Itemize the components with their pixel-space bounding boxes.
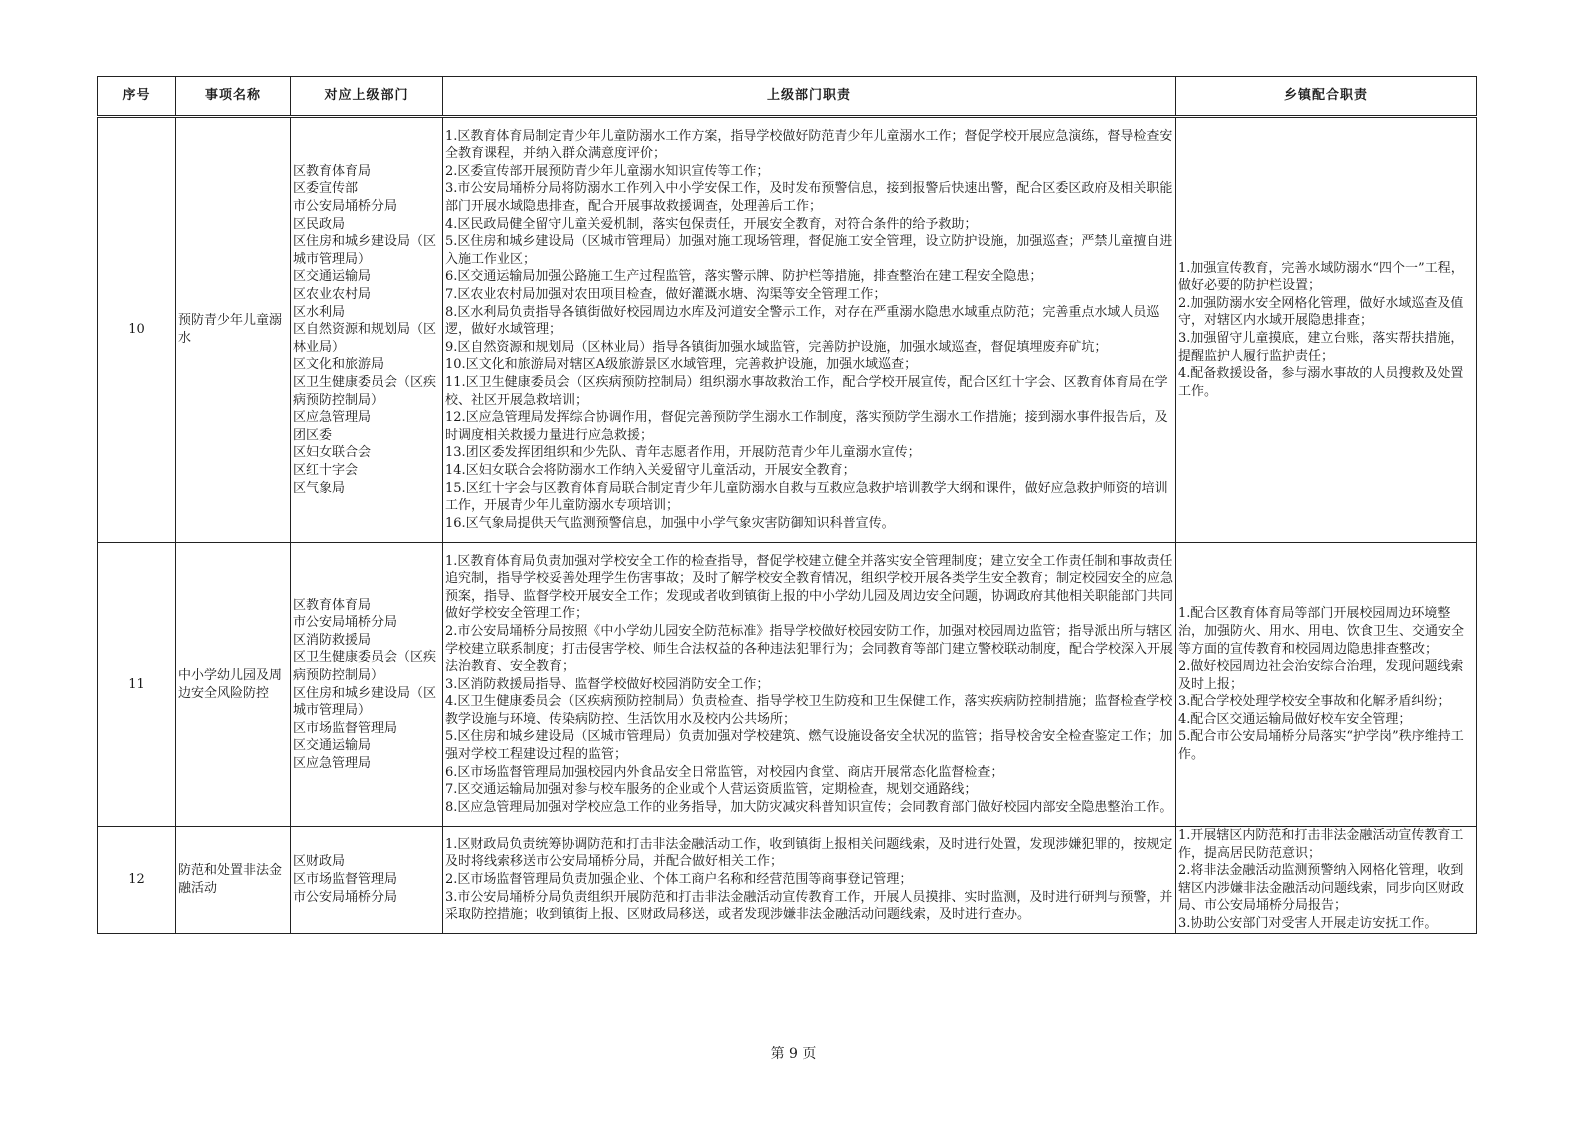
header-serial: 序号: [98, 77, 176, 117]
dept-item: 市公安局埇桥分局: [293, 615, 398, 631]
row-item-name: 预防青少年儿童溺水: [176, 117, 291, 543]
row-serial: 12: [98, 827, 176, 934]
duty-item: 11.区卫生健康委员会（区疾病预防控制局）组织溺水事故救治工作，配合学校开展宣传，配合区红十字会、区教育体育局在学校、社区开展急救培训；: [445, 374, 1168, 408]
duty-item: 4.区卫生健康委员会（区疾病预防控制局）负责检查、指导学校卫生防疫和卫生保健工作，落实疾病防控制措施；监督检查学校教学设施与环境、传染病防控、生活饮用水及校内公共场所；: [445, 694, 1173, 727]
row-superior-depts: [291, 543, 443, 827]
table-row: [98, 827, 1477, 934]
row-item-name: 中小学幼儿园及周边安全风险防控: [176, 543, 291, 827]
duty-item: 16.区气象局提供天气监测预警信息，加强中小学气象灾害防御知识科普宣传。: [445, 515, 895, 531]
dept-item: 区民政局: [293, 216, 346, 232]
dept-item: 区妇女联合会: [293, 445, 372, 461]
row-serial: 10: [98, 117, 176, 543]
responsibility-table: [97, 76, 1477, 934]
table-header-row: [98, 77, 1477, 117]
dept-item: 区市场监督管理局: [293, 720, 398, 736]
dept-item: 区卫生健康委员会（区疾病预防控制局）: [293, 650, 437, 683]
row-superior-duties: [443, 543, 1176, 827]
town-duty-item: 1.开展辖区内防范和打击非法金融活动宣传教育工作，提高居民防范意识；: [1178, 828, 1464, 861]
table-row: [98, 543, 1477, 827]
table-row: [98, 117, 1477, 543]
duty-item: 6.区交通运输局加强公路施工生产过程监管，落实警示牌、防护栏等措施，排查整治在建工程安全隐患；: [445, 269, 1043, 285]
header-superior-dept: 对应上级部门: [291, 77, 443, 117]
dept-item: 区应急管理局: [293, 410, 372, 426]
header-town-duties: 乡镇配合职责: [1176, 77, 1477, 117]
dept-item: 区水利局: [293, 304, 346, 320]
duty-item: 7.区交通运输局加强对参与校车服务的企业或个人营运资质监管，定期检查，规划交通路线；: [445, 782, 978, 798]
dept-item: 区住房和城乡建设局（区城市管理局）: [293, 234, 437, 267]
dept-item: 区教育体育局: [293, 163, 372, 179]
duty-item: 3.市公安局埇桥分局负责组织开展防范和打击非法金融活动宣传教育工作，开展人员摸排、实时监测，及时进行研判与预警，并采取防控措施；收到镇街上报、区财政局移送，或者发现涉嫌非法金融活动问题线索，及时进行查办。: [445, 889, 1173, 923]
duty-item: 1.区教育体育局制定青少年儿童防溺水工作方案，指导学校做好防范青少年儿童溺水工作；督促学校开展应急演练，督导检查安全教育课程，并纳入群众满意度评价；: [445, 128, 1173, 162]
town-duty-item: 2.做好校园周边社会治安综合治理，发现问题线索及时上报；: [1178, 659, 1464, 692]
dept-item: 市公安局埇桥分局: [293, 889, 398, 905]
town-duty-item: 3.加强留守儿童摸底，建立台账，落实帮扶措施，提醒监护人履行监护责任；: [1178, 331, 1464, 364]
duty-item: 4.区民政局健全留守儿童关爱机制，落实包保责任，开展安全教育，对符合条件的给予救助；: [445, 216, 978, 232]
duty-item: 10.区文化和旅游局对辖区A级旅游景区水域管理，完善救护设施，加强水域巡查；: [445, 357, 918, 373]
dept-item: 区气象局: [293, 480, 346, 496]
dept-item: 区红十字会: [293, 462, 359, 478]
row-superior-depts: [291, 827, 443, 934]
dept-item: 区卫生健康委员会（区疾病预防控制局）: [293, 374, 437, 408]
dept-item: 区教育体育局: [293, 597, 372, 613]
row-superior-duties: [443, 117, 1176, 543]
duty-item: 3.区消防救援局指导、监督学校做好校园消防安全工作；: [445, 676, 770, 692]
town-duty-item: 4.配备救援设备，参与溺水事故的人员搜救及处置工作。: [1178, 366, 1464, 399]
duty-item: 7.区农业农村局加强对农田项目检查，做好灌溉水塘、沟渠等安全管理工作；: [445, 287, 887, 303]
dept-item: 区文化和旅游局: [293, 357, 385, 373]
town-duty-item: 1.配合区教育体育局等部门开展校园周边环境整治，加强防火、用水、用电、饮食卫生、交通安全等方面的宣传教育和校园周边隐患排查整改；: [1178, 606, 1465, 657]
duty-item: 14.区妇女联合会将防溺水工作纳入关爱留守儿童活动，开展安全教育；: [445, 462, 856, 478]
town-duty-item: 4.配合区交通运输局做好校车安全管理；: [1178, 711, 1412, 727]
dept-item: 市公安局埇桥分局: [293, 199, 398, 215]
duty-item: 1.区财政局负责统筹协调防范和打击非法金融活动工作，收到镇街上报相关问题线索，及时进行处置，发现涉嫌犯罪的，按规定及时将线索移送市公安局埇桥分局，并配合做好相关工作；: [445, 836, 1173, 870]
row-superior-duties: [443, 827, 1176, 934]
dept-item: 区交通运输局: [293, 269, 372, 285]
row-item-name: 防范和处置非法金融活动: [176, 827, 291, 934]
duty-item: 8.区应急管理局加强对学校应急工作的业务指导，加大防灾减灾科普知识宣传；会同教育部门做好校园内部安全隐患整治工作。: [445, 799, 1173, 815]
duty-item: 6.区市场监督管理局加强校园内外食品安全日常监管，对校园内食堂、商店开展常态化监督检查；: [445, 764, 1004, 780]
duty-item: 9.区自然资源和规划局（区林业局）指导各镇街加强水域监管，完善防护设施，加强水域巡查，督促填埋废弃矿坑；: [445, 339, 1108, 355]
duty-item: 5.区住房和城乡建设局（区城市管理局）负责加强对学校建筑、燃气设施设备安全状况的监管；指导校舍安全检查鉴定工作；加强对学校工程建设过程的监管；: [445, 729, 1173, 763]
dept-item: 区应急管理局: [293, 755, 372, 771]
dept-item: 区自然资源和规划局（区林业局）: [293, 322, 437, 355]
dept-item: 区消防救援局: [293, 632, 372, 648]
row-town-duties: [1176, 543, 1477, 827]
header-item-name: 事项名称: [176, 77, 291, 117]
duty-item: 2.区市场监督管理局负责加强企业、个体工商户名称和经营范围等商事登记管理；: [445, 871, 913, 887]
duty-item: 1.区教育体育局负责加强对学校安全工作的检查指导，督促学校建立健全并落实安全管理制度；建立安全工作责任制和事故责任追究制，指导学校妥善处理学生伤害事故；及时了解学校安全教育情况，组织学校开展各类学生安全教育；制定校园安全的应急预案，指导、监督学校开展安全工作；发现或者收到镇街上报的中小学幼儿园及周边安全问题，协调政府其他相关职能部门共同做好学校安全管理工作；: [445, 553, 1174, 622]
town-duty-item: 3.协助公安部门对受害人开展走访安抚工作。: [1178, 915, 1438, 931]
duty-item: 5.区住房和城乡建设局（区城市管理局）加强对施工现场管理，督促施工安全管理，设立防护设施，加强巡查；严禁儿童擅自进入施工作业区；: [445, 234, 1173, 267]
dept-item: 区住房和城乡建设局（区城市管理局）: [293, 685, 437, 719]
dept-item: 区农业农村局: [293, 287, 372, 303]
duty-item: 3.市公安局埇桥分局将防溺水工作列入中小学安保工作，及时发布预警信息，接到报警后快速出警，配合区委区政府及相关职能部门开展水域隐患排查，配合开展事故救援调查，处理善后工作；: [445, 181, 1173, 215]
dept-item: 区市场监督管理局: [293, 871, 398, 887]
dept-item: 区交通运输局: [293, 738, 372, 754]
row-serial: 11: [98, 543, 176, 827]
town-duty-item: 2.将非法金融活动监测预警纳入网格化管理，收到辖区内涉嫌非法金融活动问题线索，同步向区财政局、市公安局埇桥分局报告；: [1178, 863, 1465, 914]
duty-item: 15.区红十字会与区教育体育局联合制定青少年儿童防溺水自救与互救应急救护培训教学大纲和课件，做好应急救护师资的培训工作，开展青少年儿童防溺水专项培训；: [445, 480, 1168, 514]
duty-item: 8.区水利局负责指导各镇街做好校园周边水库及河道安全警示工作，对存在严重溺水隐患水域重点防范；完善重点水域人员巡逻，做好水域管理；: [445, 304, 1160, 338]
dept-item: 团区委: [293, 427, 333, 443]
town-duty-item: 1.加强宣传教育，完善水域防溺水“四个一”工程，做好必要的防护栏设置；: [1178, 260, 1464, 294]
duty-item: 12.区应急管理局发挥综合协调作用，督促完善预防学生溺水工作制度，落实预防学生溺水工作措施；接到溺水事件报告后，及时调度相关救援力量进行应急救援；: [445, 410, 1168, 443]
town-duty-item: 2.加强防溺水安全网格化管理，做好水域巡查及值守，对辖区内水域开展隐患排查；: [1178, 295, 1464, 329]
header-superior-duties: 上级部门职责: [443, 77, 1176, 117]
row-town-duties: [1176, 827, 1477, 934]
duty-item: 13.团区委发挥团组织和少先队、青年志愿者作用，开展防范青少年儿童溺水宣传；: [445, 445, 921, 461]
row-superior-depts: [291, 117, 443, 543]
duty-item: 2.区委宣传部开展预防青少年儿童溺水知识宣传等工作；: [445, 163, 770, 179]
dept-item: 区委宣传部: [293, 181, 359, 197]
row-town-duties: [1176, 117, 1477, 543]
town-duty-item: 3.配合学校处理学校安全事故和化解矛盾纠纷；: [1178, 694, 1451, 710]
page-number: 第 9 页: [770, 1046, 817, 1062]
town-duty-item: 5.配合市公安局埇桥分局落实“护学岗”秩序维持工作。: [1178, 729, 1464, 763]
dept-item: 区财政局: [293, 854, 346, 870]
duty-item: 2.市公安局埇桥分局按照《中小学幼儿园安全防范标准》指导学校做好校园安防工作，加强对校园周边监管；指导派出所与辖区学校建立联系制度；打击侵害学校、师生合法权益的各种违法犯罪行为；会同教育等部门建立警校联动制度，配合学校深入开展法治教育、安全教育；: [445, 623, 1174, 675]
